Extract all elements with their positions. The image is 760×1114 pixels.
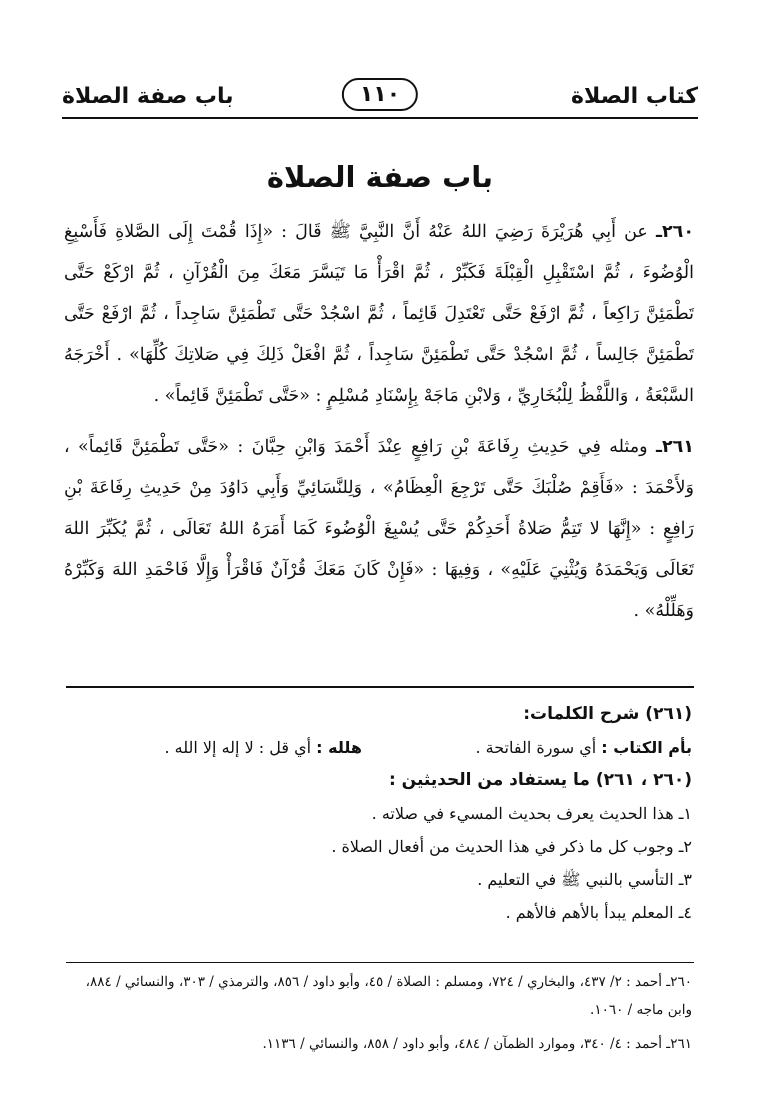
chapter-title: باب صفة الصلاة (266, 160, 494, 194)
hadith-260 (64, 212, 694, 417)
footnote: ٢٦١ـ أحمد : ٤/ ٣٤٠، وموارد الظمآن / ٤٨٤، وأبو داود / ٨٥٨، والنسائي / ١١٣٦. (262, 1036, 692, 1052)
benefit-item: ٤ـ المعلم يبدأ بالأهم فالأهم . (505, 903, 692, 922)
notes-divider (66, 686, 694, 688)
footnote-rule (66, 962, 694, 963)
book-title: كتاب الصلاة (571, 84, 698, 109)
glossary-term: هلله : (316, 738, 362, 757)
running-header (62, 78, 698, 118)
footnote: ٢٦٠ـ أحمد : ٢/ ٤٣٧، والبخاري / ٧٢٤، ومسلم : الصلاة / ٤٥، وأبو داود / ٨٥٦، والترمذي / ٣٠٣، والنسائي / ٨٨٤، وابن ماجه / ١٠٦٠. (85, 974, 692, 1018)
footnotes (64, 968, 692, 1064)
notes-section (64, 698, 692, 929)
benefit-item: ٣ـ التأسي بالنبي ﷺ في التعليم . (477, 870, 692, 889)
hadith-text: ومثله فِي حَدِيثِ رِفَاعَةَ بْنِ رَافِعٍ عِنْدَ أَحْمَدَ وَابْنِ حِبَّانَ : «حَتَّى تَطْمَئِنَّ قَائِماً» ، وَلأَحْمَدَ : «فَأَقِمْ صُلْبَكَ حَتَّى تَرْجِعَ الْعِظَامُ» ، وَلِلنَّسَائِيِّ وَأَبِي دَاوُدَ مِنْ حَدِيثِ رِفَاعَةَ بْنِ رَافِعٍ : «إِنَّهَا لا تَتِمُّ صَلاةُ أَحَدِكُمْ حَتَّى يُسْبِغَ الْوُضُوءَ كَمَا أَمَرَهُ اللهُ تَعَالَى ، ثُمَّ يُكَبِّرَ اللهَ تَعَالَى وَيَحْمَدَهُ وَيُثْنِيَ عَلَيْهِ» ، وَفِيهَا : «فَإِنْ كَانَ مَعَكَ قُرْآنٌ فَاقْرَأْ وَإِلَّا فَاحْمَدِ اللهَ وَكَبِّرْهُ وَهَلِّلْهُ» . (64, 437, 694, 621)
header-rule (62, 117, 698, 119)
benefit-item: ١ـ هذا الحديث يعرف بحديث المسيء في صلاته . (371, 804, 692, 823)
section-title: باب صفة الصلاة (62, 84, 234, 109)
glossary-definition: أي قل : لا إله إلا الله . (164, 738, 312, 757)
hadith-text: عن أَبِي هُرَيْرَةَ رَضِيَ اللهُ عَنْهُ أَنَّ النَّبِيَّ ﷺ قَالَ : «إِذَا قُمْتَ إِلَى الصَّلاةِ فَأَسْبِغِ الْوُضُوءَ ، ثُمَّ اسْتَقْبِلِ الْقِبْلَةَ فَكَبِّرْ ، ثُمَّ اقْرَأْ مَا تَيَسَّرَ مَعَكَ مِنَ الْقُرْآنِ ، ثُمَّ ارْكَعْ حَتَّى تَطْمَئِنَّ رَاكِعاً ، ثُمَّ ارْفَعْ حَتَّى تَعْتَدِلَ قَائِماً ، ثُمَّ اسْجُدْ حَتَّى تَطْمَئِنَّ سَاجِداً ، ثُمَّ ارْفَعْ حَتَّى تَطْمَئِنَّ جَالِساً ، ثُمَّ اسْجُدْ حَتَّى تَطْمَئِنَّ سَاجِداً ، ثُمَّ افْعَلْ ذَلِكَ فِي صَلاتِكَ كُلِّهَا» . أَخْرَجَهُ السَّبْعَةُ ، وَاللَّفْظُ لِلْبُخَارِيِّ ، وَلابْنِ مَاجَهْ بِإِسْنَادِ مُسْلِمٍ : «حَتَّى تَطْمَئِنَّ قَائِماً» . (64, 222, 694, 406)
benefits-heading: (٢٦٠ ، ٢٦١) ما يستفاد من الحديثين : (388, 770, 692, 790)
hadith-number: ٢٦٠ـ (655, 222, 694, 242)
hadith-body (64, 212, 694, 642)
glossary-item (164, 731, 362, 764)
benefit-item: ٢ـ وجوب كل ما ذكر في هذا الحديث من أفعال الصلاة . (331, 837, 692, 856)
glossary (64, 731, 692, 764)
hadith-261 (64, 427, 694, 632)
glossary-definition: أي سورة الفاتحة . (475, 738, 597, 757)
hadith-number: ٢٦١ـ (655, 437, 694, 457)
glossary-item (475, 731, 692, 764)
glossary-term: بأم الكتاب : (601, 738, 692, 757)
glossary-heading: (٢٦١) شرح الكلمات: (523, 704, 692, 724)
page-number: ١١٠ (342, 78, 418, 111)
